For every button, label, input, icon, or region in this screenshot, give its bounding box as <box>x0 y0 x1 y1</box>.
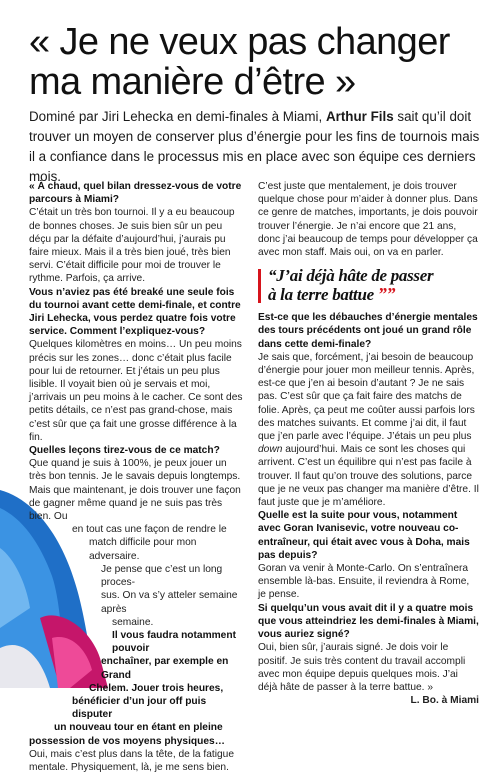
question-4-line: possession de vos moyens physiques… <box>29 735 225 747</box>
answer-3-line: Je pense que c’est un long proces- <box>101 563 223 589</box>
answer-1: C’était un très bon tournoi. Il y a eu beaucoup de bonnes choses. Je suis bien sûr un peu déçu par la défaite d’aujourd’hui, j’aurais pu faire mieux. Mais il a très bien joué, très bien servi. C’était difficile pour moi de trouver le rythme. Parfois, ça arrive. <box>29 207 235 285</box>
pull-quote <box>258 267 479 304</box>
question-4-line: un nouveau tour en étant en pleine <box>54 722 223 734</box>
pull-quote-line: à la terre battue <box>268 285 374 305</box>
question-4-line: enchaîner, par exemple en Grand <box>101 656 229 681</box>
answer-4: Oui, mais c’est plus dans la tête, de la fatigue mentale. Physiquement, là, je me sens bien. <box>29 748 234 773</box>
question-5: Est-ce que les débauches d’énergie mentales des tours précédents ont joué un grand rôle dans cette demi-finale? <box>258 312 478 350</box>
lead-text-1: Dominé par Jiri Lehecka en demi-finales à Miami, <box>29 109 326 124</box>
answer-5-text: aujourd’hui. Mais ce sont les choses qui arrivent. C’est un équilibre qui n’est pas facile à trouver. Il faut qu’on trouve des solutions, parce que je ne veux pas changer ma manière d’être. Il faut juste que je m’améliore. <box>258 444 479 509</box>
answer-3-line: en tout cas une façon de rendre le <box>72 524 227 536</box>
pull-quote-line: “J’ai déjà hâte de passer <box>268 266 434 286</box>
answer-5-text: Je sais que, forcément, j’ai besoin de beaucoup d’énergie pour jouer mon meilleur tennis. Après, est-ce que j’en ai besoin d’autant ? Je ne sais pas. C’est sûr que ça fait faire des matchs de folie. Après, ça peut me coûter aussi parfois lors des matches suivants. Et comme j’ai dit, il faut que j’en parle avec l’équipe. J’étais un peu plus <box>258 351 475 443</box>
answer-4-continued: C’est juste que mentalement, je dois trouver quelque chose pour m’aider à donner plus. Dans ce genre de matches, importants, je dois pouvoir trouver l’énergie. Je n’ai encore que 21 ans, donc j’ai beaucoup de temps pour développer ça avec mon staff. Mais oui, on va en parler. <box>258 181 478 259</box>
answer-2: Quelques kilomètres en moins… Un peu moins précis sur les zones… donc c’était plus facile pour lui de retourner. Et j’étais un peu plus lisible. Il voyait bien où je servais et moi, j’arrivais un peu moins à le cacher. Ce sont des petits détails, ce n’est pas grand-chose, mais c’est sûr que ça fait une grosse différence à la fin. <box>29 339 243 443</box>
answer-5 <box>258 351 479 509</box>
answer-3-line: sus. On va s’y atteler semaine après <box>101 590 238 615</box>
question-4-line: Il vous faudra notamment pouvoir <box>112 629 236 655</box>
answer-7: Oui, bien sûr, j’aurais signé. Je dois voir le positif. Je suis très content du travail accompli avec mon équipe depuis quelques mois. J’ai déjà hâte de passer à la terre battue. » <box>258 642 466 693</box>
article-title: « Je ne veux pas changer ma manière d’être » <box>29 21 450 103</box>
author-signature: L. Bo. à Miami <box>410 695 479 707</box>
article-lead <box>29 107 481 187</box>
lead-player-name: Arthur Fils <box>325 109 394 124</box>
answer-3: Que quand je suis à 100%, je peux jouer un très bon tennis. Je le savais depuis longtemps. Mais que maintenant, je dois trouver une façon de gagner même quand je ne suis pas très bien. Ou <box>29 458 241 523</box>
lead-text-2: sait qu’il doit trouver un moyen de conserver plus d’énergie pour les fins de tournois mais il a confiance dans le processus mis en place avec son équipe ces derniers mois. <box>29 109 480 184</box>
answer-5-emphasis: down <box>258 444 283 456</box>
answer-3-line: match difficile pour mon adversaire. <box>89 537 197 562</box>
pull-quote-bar <box>258 269 261 303</box>
question-4-line: Chelem. Jouer trois heures, <box>89 682 224 694</box>
answer-3-line: semaine. <box>112 616 154 628</box>
question-4-line: bénéficier d’un jour off puis disputer <box>72 695 207 721</box>
question-3: Quelles leçons tirez-vous de ce match? <box>29 445 220 457</box>
answer-6: Goran va venir à Monte-Carlo. On s’entraînera ensemble là-bas. Ensuite, il reviendra à Rome, je pense. <box>258 563 470 601</box>
pull-quote-close-mark: ”” <box>377 284 396 305</box>
question-2: Vous n’aviez pas été breaké une seule fois du tournoi avant cette demi-finale, et contre Jiri Lehecka, vous perdez quatre fois votre service. Comment l’expliquez-vous? <box>29 286 241 338</box>
question-6: Quelle est la suite pour vous, notamment avec Goran Ivanisevic, votre nouveau co-entraîneur, qui était avec vous à Doha, mais pas depuis? <box>258 510 470 561</box>
interview-column-left <box>29 180 243 774</box>
question-7: Si quelqu’un vous avait dit il y a quatre mois que vous atteindriez les demi-finales à Miami, vous auriez signé? <box>258 602 479 641</box>
question-1: « À chaud, quel bilan dressez-vous de votre parcours à Miami? <box>29 181 242 206</box>
interview-column-right <box>258 180 479 707</box>
